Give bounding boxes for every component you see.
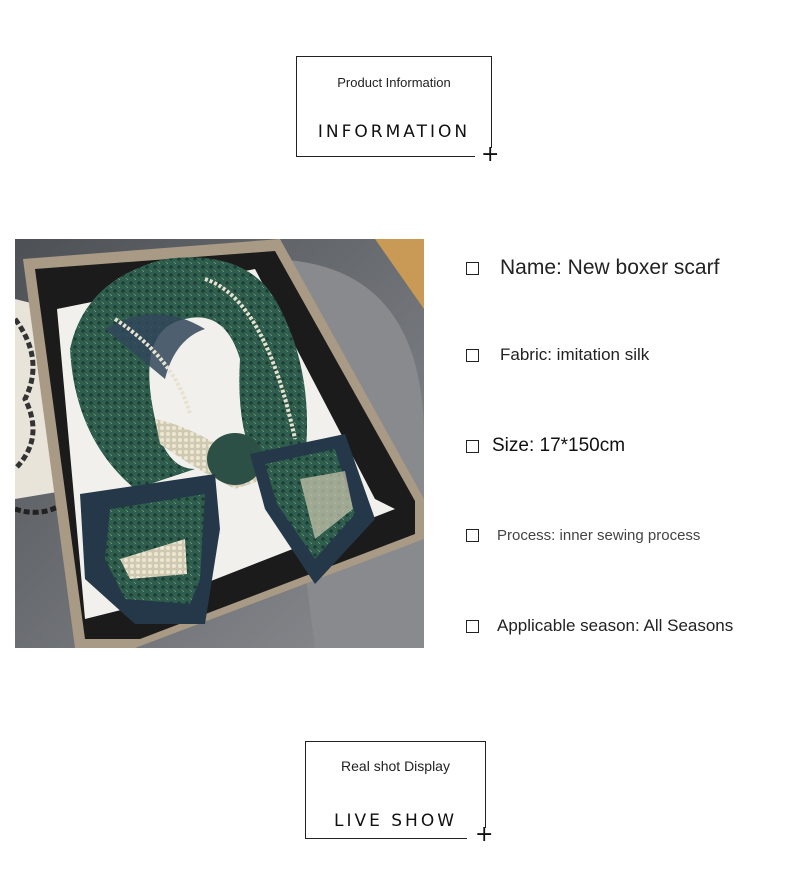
spec-item-name [466,256,719,280]
spec-item-process [466,527,700,544]
checkbox-icon [466,262,479,275]
product-information-header [296,56,492,157]
plus-icon: + [481,142,500,167]
checkbox-icon [466,349,479,362]
spec-label: Process: inner sewing process [497,527,701,544]
live-show-header [305,741,486,839]
header-subtitle: Product Information [337,75,451,90]
checkbox-icon [466,529,479,542]
spec-item-season [466,616,733,636]
spec-label: Fabric: imitation silk [500,345,650,364]
checkbox-icon [466,620,479,633]
spec-item-size [466,435,625,457]
spec-label: Size: 17*150cm [492,435,626,456]
plus-icon: + [475,822,494,847]
checkbox-icon [466,440,479,453]
spec-label: Applicable season: All Seasons [497,616,734,635]
spec-item-fabric [466,345,649,365]
live-show-subtitle: Real shot Display [341,758,450,774]
header-title: INFORMATION [317,122,471,142]
spec-label: Name: New boxer scarf [500,256,720,279]
product-photo [15,239,424,648]
scarf-image [15,239,424,648]
live-show-title: LIVE SHOW [333,811,458,831]
